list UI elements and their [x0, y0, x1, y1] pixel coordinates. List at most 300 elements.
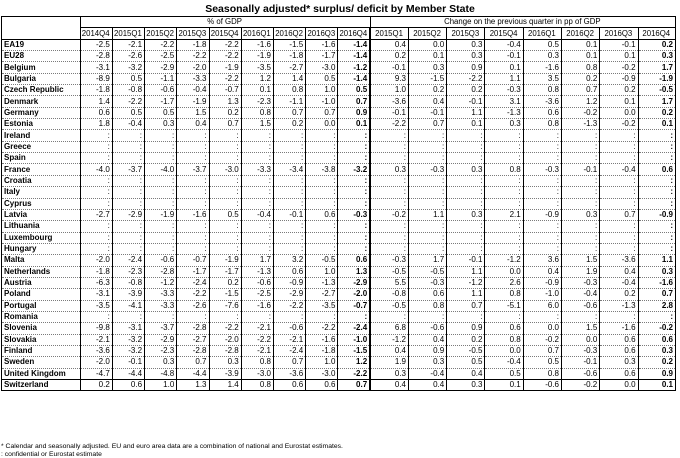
value-cell: -1.7 — [145, 96, 177, 107]
value-cell: -1.5 — [338, 345, 370, 356]
value-cell: -0.4 — [177, 85, 209, 96]
value-cell: : — [306, 187, 338, 198]
change-cell: -0.5 — [638, 85, 675, 96]
change-cell: -0.1 — [408, 107, 446, 118]
country-cell: Czech Republic — [2, 85, 81, 96]
value-cell: -3.3 — [177, 73, 209, 84]
change-cell: 0.3 — [408, 357, 446, 368]
change-cell: : — [485, 311, 523, 322]
value-cell: -2.0 — [209, 334, 241, 345]
change-cell: : — [600, 243, 638, 254]
value-cell: -1.5 — [209, 289, 241, 300]
change-cell: 3.5 — [523, 73, 561, 84]
value-cell: : — [80, 232, 112, 243]
change-cell: : — [523, 130, 561, 141]
value-cell: : — [80, 130, 112, 141]
change-cell: -0.2 — [370, 209, 408, 220]
value-cell: -1.1 — [273, 96, 305, 107]
value-cell: : — [209, 187, 241, 198]
footnote-line: : confidential or Eurostat estimate — [1, 450, 102, 458]
change-cell: : — [523, 141, 561, 152]
value-cell: -1.1 — [145, 73, 177, 84]
change-cell: : — [485, 243, 523, 254]
column-header: 2016Q1 — [523, 28, 561, 39]
country-cell: France — [2, 164, 81, 175]
change-cell: 1.7 — [638, 62, 675, 73]
change-cell: : — [408, 141, 446, 152]
value-cell: 1.8 — [80, 119, 112, 130]
column-header: 2016Q1 — [241, 28, 273, 39]
change-cell: : — [408, 175, 446, 186]
value-cell: : — [177, 141, 209, 152]
change-cell: : — [408, 221, 446, 232]
value-cell: -2.9 — [145, 334, 177, 345]
value-cell: -3.0 — [306, 368, 338, 379]
change-cell: 0.6 — [600, 334, 638, 345]
value-cell: -0.1 — [112, 357, 144, 368]
value-cell: -0.7 — [338, 300, 370, 311]
value-cell: -2.7 — [80, 209, 112, 220]
change-cell: : — [447, 198, 485, 209]
value-cell: : — [177, 311, 209, 322]
change-cell: 0.2 — [600, 85, 638, 96]
change-cell: 0.5 — [523, 357, 561, 368]
change-cell: -0.5 — [447, 345, 485, 356]
change-cell: -0.4 — [408, 368, 446, 379]
country-cell: Germany — [2, 107, 81, 118]
value-cell: -3.2 — [112, 345, 144, 356]
value-cell: : — [177, 221, 209, 232]
value-cell: 0.3 — [209, 357, 241, 368]
value-cell: 0.4 — [177, 119, 209, 130]
change-cell: 0.2 — [447, 334, 485, 345]
value-cell: : — [241, 187, 273, 198]
change-cell: : — [562, 187, 600, 198]
value-cell: -3.2 — [112, 334, 144, 345]
change-cell: -0.2 — [562, 107, 600, 118]
change-cell: : — [523, 187, 561, 198]
change-cell: -0.8 — [370, 289, 408, 300]
value-cell: : — [306, 221, 338, 232]
change-cell: -0.2 — [638, 323, 675, 334]
value-cell: -2.6 — [177, 300, 209, 311]
value-cell: 0.7 — [273, 357, 305, 368]
value-cell: : — [338, 198, 370, 209]
value-cell: -2.7 — [306, 289, 338, 300]
value-cell: -7.6 — [209, 300, 241, 311]
table-row — [2, 311, 676, 322]
change-cell: -5.1 — [485, 300, 523, 311]
value-cell: 0.2 — [273, 119, 305, 130]
value-cell: -1.7 — [209, 266, 241, 277]
change-cell: 0.5 — [447, 357, 485, 368]
change-cell: : — [600, 187, 638, 198]
change-cell: : — [370, 198, 408, 209]
change-cell: 0.4 — [523, 266, 561, 277]
value-cell: -2.4 — [338, 323, 370, 334]
change-cell: -0.5 — [370, 300, 408, 311]
value-cell: : — [241, 311, 273, 322]
change-cell: : — [408, 153, 446, 164]
change-cell: 1.2 — [562, 96, 600, 107]
value-cell: -2.5 — [241, 289, 273, 300]
change-cell: -0.4 — [600, 277, 638, 288]
value-cell: : — [80, 311, 112, 322]
value-cell: 0.6 — [112, 380, 144, 391]
table-row — [2, 277, 676, 288]
value-cell: -2.3 — [112, 266, 144, 277]
value-cell: : — [112, 243, 144, 254]
value-cell: -2.2 — [145, 39, 177, 50]
value-cell: : — [273, 311, 305, 322]
change-cell: 3.1 — [485, 96, 523, 107]
value-cell: -3.5 — [241, 62, 273, 73]
change-cell: : — [370, 175, 408, 186]
change-cell: -0.1 — [562, 357, 600, 368]
value-cell: : — [145, 153, 177, 164]
value-cell: : — [338, 175, 370, 186]
value-cell: : — [273, 130, 305, 141]
table-row — [2, 73, 676, 84]
value-cell: -2.1 — [112, 39, 144, 50]
change-cell: -0.6 — [562, 300, 600, 311]
value-cell: : — [145, 175, 177, 186]
change-cell: -0.1 — [370, 62, 408, 73]
value-cell: -4.4 — [177, 368, 209, 379]
change-cell: : — [408, 187, 446, 198]
value-cell: -2.3 — [241, 96, 273, 107]
value-cell: 0.5 — [306, 73, 338, 84]
value-cell: : — [145, 311, 177, 322]
change-cell: 0.0 — [600, 380, 638, 391]
value-cell: -2.9 — [112, 209, 144, 220]
value-cell: -2.8 — [209, 345, 241, 356]
value-cell: -9.8 — [80, 323, 112, 334]
value-cell: : — [241, 221, 273, 232]
value-cell: : — [241, 153, 273, 164]
column-header: 2016Q4 — [638, 28, 675, 39]
change-cell: : — [523, 243, 561, 254]
value-cell: -2.9 — [145, 62, 177, 73]
value-cell: 0.3 — [145, 119, 177, 130]
change-cell: -1.3 — [562, 119, 600, 130]
change-cell: 0.7 — [447, 300, 485, 311]
column-header: 2015Q3 — [177, 28, 209, 39]
value-cell: -1.9 — [209, 255, 241, 266]
value-cell: -3.5 — [306, 300, 338, 311]
change-cell: 0.4 — [370, 39, 408, 50]
value-cell: -1.9 — [145, 209, 177, 220]
value-cell: : — [338, 221, 370, 232]
value-cell: -2.0 — [80, 255, 112, 266]
country-cell: Cyprus — [2, 198, 81, 209]
value-cell: 0.6 — [273, 266, 305, 277]
change-cell: 1.9 — [370, 357, 408, 368]
value-cell: -3.7 — [177, 164, 209, 175]
value-cell: -2.0 — [338, 289, 370, 300]
value-cell: : — [273, 153, 305, 164]
country-cell: Austria — [2, 277, 81, 288]
value-cell: : — [209, 243, 241, 254]
value-cell: : — [306, 243, 338, 254]
change-cell: -0.9 — [600, 73, 638, 84]
value-cell: -1.2 — [145, 277, 177, 288]
value-cell: 0.7 — [209, 119, 241, 130]
value-cell: 0.5 — [209, 209, 241, 220]
change-cell: 0.0 — [485, 266, 523, 277]
change-cell: 0.0 — [523, 323, 561, 334]
value-cell: 0.8 — [241, 107, 273, 118]
country-cell: Hungary — [2, 243, 81, 254]
value-cell: -4.4 — [112, 368, 144, 379]
change-cell: 0.3 — [447, 39, 485, 50]
value-cell: -2.5 — [145, 51, 177, 62]
change-cell: -0.9 — [523, 277, 561, 288]
value-cell: -1.9 — [209, 62, 241, 73]
value-cell: -2.5 — [80, 39, 112, 50]
change-cell: -0.3 — [485, 85, 523, 96]
value-cell: : — [338, 243, 370, 254]
country-cell: Slovenia — [2, 323, 81, 334]
value-cell: -1.8 — [306, 345, 338, 356]
value-cell: -3.7 — [112, 164, 144, 175]
value-cell: -0.8 — [112, 277, 144, 288]
change-cell: 0.2 — [638, 107, 675, 118]
change-cell: -0.1 — [485, 51, 523, 62]
change-cell: : — [485, 198, 523, 209]
value-cell: : — [241, 243, 273, 254]
value-cell: -1.0 — [306, 96, 338, 107]
value-cell: : — [80, 187, 112, 198]
table-row — [2, 221, 676, 232]
country-cell: Bulgaria — [2, 73, 81, 84]
change-cell: -2.2 — [370, 119, 408, 130]
value-cell: -1.7 — [177, 266, 209, 277]
column-header: 2016Q2 — [273, 28, 305, 39]
change-cell: 0.8 — [523, 119, 561, 130]
value-cell: : — [306, 153, 338, 164]
change-cell: : — [485, 232, 523, 243]
change-cell: : — [562, 198, 600, 209]
value-cell: -1.3 — [306, 277, 338, 288]
value-cell: -2.9 — [338, 277, 370, 288]
table-row — [2, 175, 676, 186]
value-cell: -3.3 — [145, 300, 177, 311]
value-cell: 0.7 — [338, 380, 370, 391]
table-row — [2, 243, 676, 254]
change-cell: : — [523, 311, 561, 322]
value-cell: -0.5 — [306, 255, 338, 266]
table-row — [2, 96, 676, 107]
change-cell: 6.0 — [523, 300, 561, 311]
change-cell: : — [447, 311, 485, 322]
column-header: 2015Q3 — [447, 28, 485, 39]
value-cell: 3.2 — [273, 255, 305, 266]
change-cell: 3.6 — [523, 255, 561, 266]
change-cell: -1.6 — [523, 62, 561, 73]
value-cell: : — [241, 198, 273, 209]
change-cell: 0.4 — [408, 380, 446, 391]
value-cell: : — [209, 232, 241, 243]
change-cell: : — [562, 130, 600, 141]
value-cell: -1.7 — [306, 51, 338, 62]
change-cell: 0.5 — [523, 39, 561, 50]
value-cell: -1.6 — [241, 300, 273, 311]
change-cell: -1.6 — [638, 277, 675, 288]
value-cell: -2.9 — [273, 289, 305, 300]
change-cell: : — [370, 243, 408, 254]
change-cell: 0.1 — [638, 380, 675, 391]
value-cell: : — [177, 130, 209, 141]
value-cell: -1.4 — [338, 39, 370, 50]
value-cell: -3.1 — [80, 62, 112, 73]
value-cell: 1.4 — [273, 73, 305, 84]
country-cell: Greece — [2, 141, 81, 152]
value-cell: : — [145, 221, 177, 232]
value-cell: 0.7 — [306, 107, 338, 118]
change-cell: 0.8 — [485, 164, 523, 175]
value-cell: : — [80, 221, 112, 232]
value-cell: -2.0 — [177, 62, 209, 73]
change-cell: -0.4 — [485, 39, 523, 50]
value-cell: -1.9 — [241, 51, 273, 62]
column-header: 2015Q1 — [370, 28, 408, 39]
change-cell: 0.7 — [562, 85, 600, 96]
value-cell: : — [112, 232, 144, 243]
value-cell: : — [209, 153, 241, 164]
value-cell: : — [338, 187, 370, 198]
value-cell: : — [112, 221, 144, 232]
change-cell: 0.9 — [447, 62, 485, 73]
change-cell: 0.2 — [638, 357, 675, 368]
country-cell: Denmark — [2, 96, 81, 107]
table-row — [2, 198, 676, 209]
value-cell: : — [273, 141, 305, 152]
change-cell: : — [523, 198, 561, 209]
value-cell: -3.3 — [241, 164, 273, 175]
value-cell: -3.9 — [112, 289, 144, 300]
value-cell: 1.4 — [80, 96, 112, 107]
change-cell: 0.3 — [447, 209, 485, 220]
change-cell: 0.3 — [638, 345, 675, 356]
country-cell: Spain — [2, 153, 81, 164]
change-cell: 1.0 — [370, 85, 408, 96]
value-cell: -3.6 — [80, 345, 112, 356]
column-header: 2015Q1 — [112, 28, 144, 39]
country-cell: Portugal — [2, 300, 81, 311]
change-cell: : — [447, 153, 485, 164]
value-cell: -0.6 — [241, 277, 273, 288]
value-cell: : — [273, 243, 305, 254]
value-cell: -0.4 — [112, 119, 144, 130]
change-cell: : — [523, 232, 561, 243]
value-cell: 1.0 — [306, 266, 338, 277]
value-cell: 0.7 — [177, 357, 209, 368]
change-cell: 0.2 — [408, 85, 446, 96]
value-cell: -3.1 — [112, 323, 144, 334]
value-cell: 0.6 — [306, 209, 338, 220]
change-cell: : — [523, 153, 561, 164]
value-cell: 1.0 — [306, 357, 338, 368]
value-cell: 0.1 — [241, 85, 273, 96]
value-cell: -3.9 — [209, 368, 241, 379]
change-cell: : — [408, 130, 446, 141]
value-cell: -2.2 — [273, 300, 305, 311]
table-title: Seasonally adjusted* surplus/ deficit by Member State — [205, 3, 475, 15]
change-cell: -1.3 — [600, 300, 638, 311]
change-cell: 0.3 — [408, 62, 446, 73]
column-header: 2015Q2 — [145, 28, 177, 39]
value-cell: 0.6 — [306, 380, 338, 391]
value-cell: -0.7 — [177, 255, 209, 266]
value-cell: -4.8 — [145, 368, 177, 379]
change-cell: : — [523, 175, 561, 186]
change-cell: : — [408, 198, 446, 209]
change-cell: : — [370, 141, 408, 152]
value-cell: -3.0 — [209, 164, 241, 175]
change-cell: 0.2 — [447, 85, 485, 96]
value-cell: 0.8 — [241, 380, 273, 391]
value-cell: : — [145, 187, 177, 198]
change-cell: 0.1 — [562, 51, 600, 62]
change-cell: -0.4 — [562, 289, 600, 300]
change-cell: : — [485, 175, 523, 186]
value-cell: 0.8 — [273, 85, 305, 96]
country-cell: Italy — [2, 187, 81, 198]
value-cell: -2.3 — [145, 345, 177, 356]
group-header-pct-gdp: % of GDP — [80, 17, 370, 28]
change-cell: 0.0 — [485, 345, 523, 356]
change-cell: 0.9 — [638, 368, 675, 379]
change-cell: 0.3 — [370, 164, 408, 175]
change-cell: 1.1 — [638, 255, 675, 266]
change-cell: 0.1 — [485, 380, 523, 391]
change-cell: -0.3 — [370, 255, 408, 266]
country-cell: Switzerland — [2, 380, 81, 391]
value-cell: : — [306, 175, 338, 186]
change-cell: 0.4 — [370, 380, 408, 391]
change-cell: 0.7 — [638, 289, 675, 300]
country-cell: Slovakia — [2, 334, 81, 345]
value-cell: : — [145, 232, 177, 243]
table-row — [2, 141, 676, 152]
value-cell: -2.4 — [112, 255, 144, 266]
change-cell: : — [600, 130, 638, 141]
change-cell: 0.9 — [408, 345, 446, 356]
value-cell: : — [145, 198, 177, 209]
value-cell: -1.8 — [80, 85, 112, 96]
value-cell: -2.6 — [112, 51, 144, 62]
change-cell: -0.1 — [370, 107, 408, 118]
table-row — [2, 107, 676, 118]
change-cell: 2.1 — [485, 209, 523, 220]
change-cell: 0.5 — [485, 368, 523, 379]
change-cell: : — [447, 243, 485, 254]
value-cell: -3.0 — [241, 368, 273, 379]
country-cell: EU28 — [2, 51, 81, 62]
change-cell: -0.3 — [562, 277, 600, 288]
change-cell: 0.3 — [447, 164, 485, 175]
change-cell: 1.5 — [562, 323, 600, 334]
change-cell: 0.3 — [523, 51, 561, 62]
value-cell: -0.6 — [145, 85, 177, 96]
column-header: 2015Q2 — [408, 28, 446, 39]
value-cell: -2.2 — [241, 334, 273, 345]
value-cell: -2.1 — [273, 334, 305, 345]
change-cell: 1.9 — [562, 266, 600, 277]
change-cell: 0.2 — [638, 39, 675, 50]
value-cell: -2.4 — [273, 345, 305, 356]
